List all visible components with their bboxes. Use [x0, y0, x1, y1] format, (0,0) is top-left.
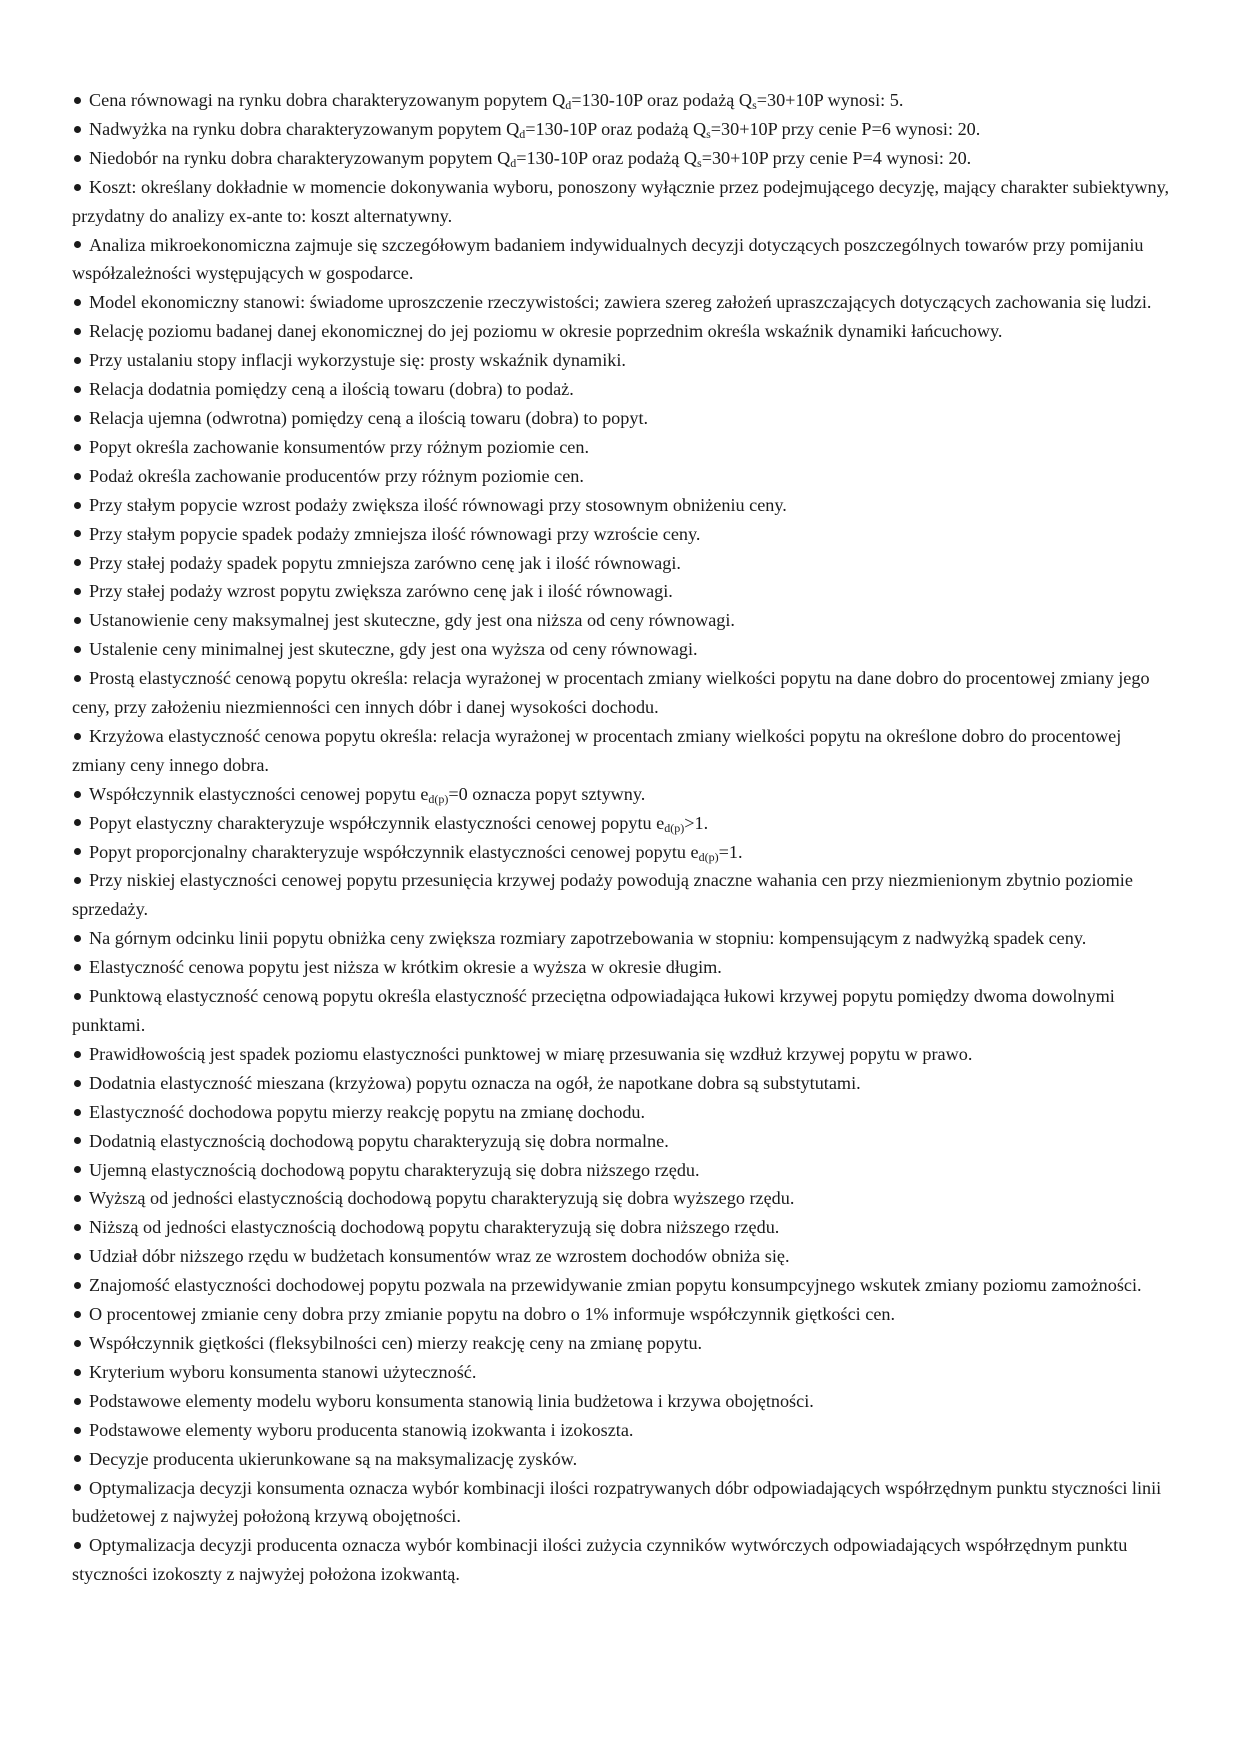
list-item [72, 144, 1172, 173]
list-item [72, 549, 1172, 578]
item-text: Relację poziomu badanej danej ekonomicznej do jej poziomu w okresie poprzednim określa wskaźnik dynamiki łańcuchowy. [89, 321, 1003, 342]
list-item [72, 780, 1172, 809]
item-text: Udział dóbr niższego rzędu w budżetach konsumentów wraz ze wzrostem dochodów obniża się. [89, 1246, 790, 1267]
bullet-icon [74, 1542, 81, 1549]
bullet-icon [74, 1195, 81, 1202]
list-item [72, 1213, 1172, 1242]
item-text: Przy stałym popycie wzrost podaży zwiększa ilość równowagi przy stosownym obniżeniu ceny. [89, 494, 787, 515]
item-text: Przy stałej podaży spadek popytu zmniejsza zarówno cenę jak i ilość równowagi. [89, 552, 681, 573]
bullet-icon [74, 1253, 81, 1260]
bullet-icon [74, 559, 81, 566]
item-text: =30+10P przy cenie P=4 wynosi: 20. [701, 147, 972, 168]
bullet-icon [74, 646, 81, 653]
bullet-icon [74, 502, 81, 509]
item-text: Podstawowe elementy wyboru producenta stanowią izokwanta i izokoszta. [89, 1419, 634, 1440]
item-text: Przy niskiej elastyczności cenowej popytu przesunięcia krzywej podaży powodują znaczne wahania cen przy niezmienionym zbytnio poziomie sprzedaży. [72, 870, 1133, 920]
item-text: Koszt: określany dokładnie w momencie dokonywania wyboru, ponoszony wyłącznie przez podejmującego decyzję, mający charakter subiektywny, przydatny do analizy ex-ante to: koszt alternatywny. [72, 176, 1170, 226]
bullet-icon [74, 415, 81, 422]
item-text: Optymalizacja decyzji konsumenta oznacza wybór kombinacji ilości rozpatrywanych dóbr odpowiadających współrzędnym punktu styczności linii budżetowej z najwyżej położoną krzywą obojętności. [72, 1477, 1162, 1527]
bullet-icon [74, 1398, 81, 1405]
list-item [72, 606, 1172, 635]
item-text: Ustalenie ceny minimalnej jest skuteczne, gdy jest ona wyższa od ceny równowagi. [89, 639, 698, 660]
item-text: =0 oznacza popyt sztywny. [448, 783, 646, 804]
bullet-icon [74, 126, 81, 133]
list-item [72, 317, 1172, 346]
list-item [72, 1271, 1172, 1300]
item-text: Przy ustalaniu stopy inflacji wykorzystuje się: prosty wskaźnik dynamiki. [89, 350, 626, 371]
bullet-icon [74, 675, 81, 682]
list-item [72, 1445, 1172, 1474]
bullet-icon [74, 328, 81, 335]
list-item [72, 346, 1172, 375]
bullet-icon [74, 935, 81, 942]
bullet-icon [74, 444, 81, 451]
item-text: Ujemną elastycznością dochodową popytu charakteryzują się dobra niższego rzędu. [89, 1159, 700, 1180]
item-text: Elastyczność cenowa popytu jest niższa w krótkim okresie a wyższa w okresie długim. [89, 957, 722, 978]
list-item [72, 433, 1172, 462]
list-item [72, 491, 1172, 520]
list-item [72, 866, 1172, 924]
list-item [72, 375, 1172, 404]
list-item [72, 722, 1172, 780]
item-text: Wyższą od jedności elastycznością dochodową popytu charakteryzują się dobra wyższego rzędu. [89, 1188, 795, 1209]
list-item [72, 1184, 1172, 1213]
list-item [72, 1156, 1172, 1185]
bullet-icon [74, 1224, 81, 1231]
list-item [72, 1358, 1172, 1387]
subscript: d [565, 98, 572, 112]
item-text: Ustanowienie ceny maksymalnej jest skuteczne, gdy jest ona niższa od ceny równowagi. [89, 610, 735, 631]
item-text: Relacja dodatnia pomiędzy ceną a ilością towaru (dobra) to podaż. [89, 379, 574, 400]
list-item [72, 1098, 1172, 1127]
list-item [72, 462, 1172, 491]
list-item [72, 86, 1172, 115]
bullet-icon [74, 357, 81, 364]
list-item [72, 982, 1172, 1040]
item-text: Krzyżowa elastyczność cenowa popytu określa: relacja wyrażonej w procentach zmiany wielkości popytu na określone dobro do procentowej zmiany ceny innego dobra. [72, 725, 1122, 775]
item-text: Dodatnią elastycznością dochodową popytu charakteryzują się dobra normalne. [89, 1130, 669, 1151]
subscript: s [697, 155, 702, 170]
list-item [72, 520, 1172, 549]
bullet-icon [74, 1166, 81, 1173]
item-text: =130-10P oraz podażą Q [516, 147, 698, 168]
list-item [72, 1474, 1172, 1532]
bullet-icon [74, 877, 81, 884]
bullet-icon [74, 617, 81, 624]
bullet-icon [74, 1340, 81, 1347]
bullet-icon [74, 241, 81, 248]
bullet-icon [74, 791, 81, 798]
item-text: Współczynnik giętkości (fleksybilności cen) mierzy reakcję ceny na zmianę popytu. [89, 1332, 703, 1353]
bullet-icon [74, 848, 81, 855]
bullet-icon [74, 97, 81, 104]
item-text: Analiza mikroekonomiczna zajmuje się szczegółowym badaniem indywidualnych decyzji dotyczących poszczególnych towarów przy pomijaniu współzależności występujących w gospodarce. [72, 234, 1144, 284]
item-text: =30+10P wynosi: 5. [756, 90, 904, 110]
item-text: Dodatnia elastyczność mieszana (krzyżowa) popytu oznacza na ogół, że napotkane dobra są substytutami. [89, 1072, 861, 1093]
list-item [72, 231, 1172, 289]
list-item [72, 288, 1172, 317]
list-item [72, 1300, 1172, 1329]
bullet-icon [74, 819, 81, 826]
item-text: Znajomość elastyczności dochodowej popytu pozwala na przewidywanie zmian popytu konsumpcyjnego wskutek zmiany poziomu zamożności. [89, 1275, 1142, 1296]
bullet-icon [74, 1080, 81, 1087]
item-text: Decyzje producenta ukierunkowane są na maksymalizację zysków. [89, 1448, 578, 1469]
bullet-icon [74, 588, 81, 595]
list-item [72, 838, 1172, 867]
item-text: Podaż określa zachowanie producentów przy różnym poziomie cen. [89, 465, 584, 486]
item-text: Prostą elastyczność cenową popytu określa: relacja wyrażonej w procentach zmiany wielkości popytu na dane dobro do procentowej zmiany jego ceny, przy założeniu niezmienności cen innych dóbr i danej wysokości dochodu. [72, 668, 1150, 718]
bullet-icon [74, 530, 81, 537]
list-item [72, 173, 1172, 231]
item-text: Elastyczność dochodowa popytu mierzy reakcję popytu na zmianę dochodu. [89, 1101, 646, 1122]
item-text: Na górnym odcinku linii popytu obniżka ceny zwiększa rozmiary zapotrzebowania w stopniu: kompensującym z nadwyżką spadek ceny. [89, 928, 1087, 949]
bullet-icon [74, 1109, 81, 1116]
item-text: Relacja ujemna (odwrotna) pomiędzy ceną a ilością towaru (dobra) to popyt. [89, 407, 649, 428]
subscript: s [752, 98, 757, 112]
item-text: Punktową elastyczność cenową popytu określa elastyczność przeciętna odpowiadająca łukowi krzywej popytu pomiędzy dwoma dowolnymi punktami. [72, 986, 1115, 1035]
item-text: >1. [684, 812, 709, 833]
list-item [72, 1329, 1172, 1358]
bullet-icon [74, 1282, 81, 1289]
item-text: Model ekonomiczny stanowi: świadome uproszczenie rzeczywistości; zawiera szereg założeń upraszczających dotyczących zachowania się ludzi. [89, 292, 1152, 313]
list-item [72, 953, 1172, 982]
item-text: Cena równowagi na rynku dobra charakteryzowanym popytem Q [89, 90, 566, 110]
bullet-icon [74, 184, 81, 191]
bullet-icon [74, 1484, 81, 1491]
list-item [72, 809, 1172, 838]
item-text: Popyt proporcjonalny charakteryzuje współczynnik elastyczności cenowej popytu e [89, 841, 699, 862]
item-text: Kryterium wyboru konsumenta stanowi użyteczność. [89, 1361, 477, 1382]
bullet-icon [74, 386, 81, 393]
subscript: d(p) [698, 849, 719, 864]
bullet-icon [74, 1137, 81, 1144]
list-item [72, 664, 1172, 722]
bullet-icon [74, 155, 81, 162]
item-text: Niższą od jedności elastycznością dochodową popytu charakteryzują się dobra niższego rzędu. [89, 1217, 780, 1238]
list-item [72, 115, 1172, 144]
list-item [72, 1069, 1172, 1098]
item-text: Nadwyżka na rynku dobra charakteryzowanym popytem Q [89, 118, 520, 139]
bullet-icon [74, 1455, 81, 1462]
item-text: Popyt elastyczny charakteryzuje współczynnik elastyczności cenowej popytu e [89, 812, 665, 833]
item-text: Podstawowe elementy modelu wyboru konsumenta stanowią linia budżetowa i krzywa obojętności. [89, 1390, 814, 1411]
item-text: Optymalizacja decyzji producenta oznacza wybór kombinacji ilości zużycia czynników wytwórczych odpowiadających współrzędnym punktu styczności izokoszty z najwyżej położona izokwantą. [72, 1535, 1128, 1585]
bullet-icon [74, 1051, 81, 1058]
subscript: d [510, 155, 517, 170]
list-item [72, 404, 1172, 433]
list-item [72, 924, 1172, 953]
bullet-icon [74, 964, 81, 971]
subscript: d(p) [428, 791, 449, 806]
list-item [72, 577, 1172, 606]
bullet-icon [74, 473, 81, 480]
item-text: Współczynnik elastyczności cenowej popytu e [89, 783, 429, 804]
list-item [72, 1387, 1172, 1416]
item-text: Prawidłowością jest spadek poziomu elastyczności punktowej w miarę przesuwania się wzdłuż krzywej popytu w prawo. [89, 1043, 973, 1064]
bullet-icon [74, 733, 81, 740]
list-item [72, 635, 1172, 664]
item-text: =130-10P oraz podażą Q [525, 118, 707, 139]
bullet-icon [74, 299, 81, 306]
bullet-icon [74, 1369, 81, 1376]
subscript: d [519, 126, 526, 141]
item-text: Popyt określa zachowanie konsumentów przy różnym poziomie cen. [89, 436, 590, 457]
list-item [72, 1531, 1172, 1589]
list-item [72, 1040, 1172, 1069]
item-text: =30+10P przy cenie P=6 wynosi: 20. [710, 118, 981, 139]
item-text: =130-10P oraz podażą Q [571, 90, 753, 110]
bullet-icon [74, 1427, 81, 1434]
bullet-icon [74, 1311, 81, 1318]
item-text: Przy stałej podaży wzrost popytu zwiększa zarówno cenę jak i ilość równowagi. [89, 581, 673, 602]
subscript: s [706, 126, 711, 141]
item-text: =1. [718, 841, 743, 862]
item-text: O procentowej zmianie ceny dobra przy zmianie popytu na dobro o 1% informuje współczynnik giętkości cen. [89, 1304, 896, 1325]
document-page [72, 86, 1172, 1589]
list-item [72, 1416, 1172, 1445]
list-item [72, 1127, 1172, 1156]
subscript: d(p) [664, 820, 685, 835]
item-text: Niedobór na rynku dobra charakteryzowanym popytem Q [89, 147, 511, 168]
item-text: Przy stałym popycie spadek podaży zmniejsza ilość równowagi przy wzroście ceny. [89, 523, 701, 544]
bullet-icon [74, 993, 81, 1000]
list-item [72, 1242, 1172, 1271]
